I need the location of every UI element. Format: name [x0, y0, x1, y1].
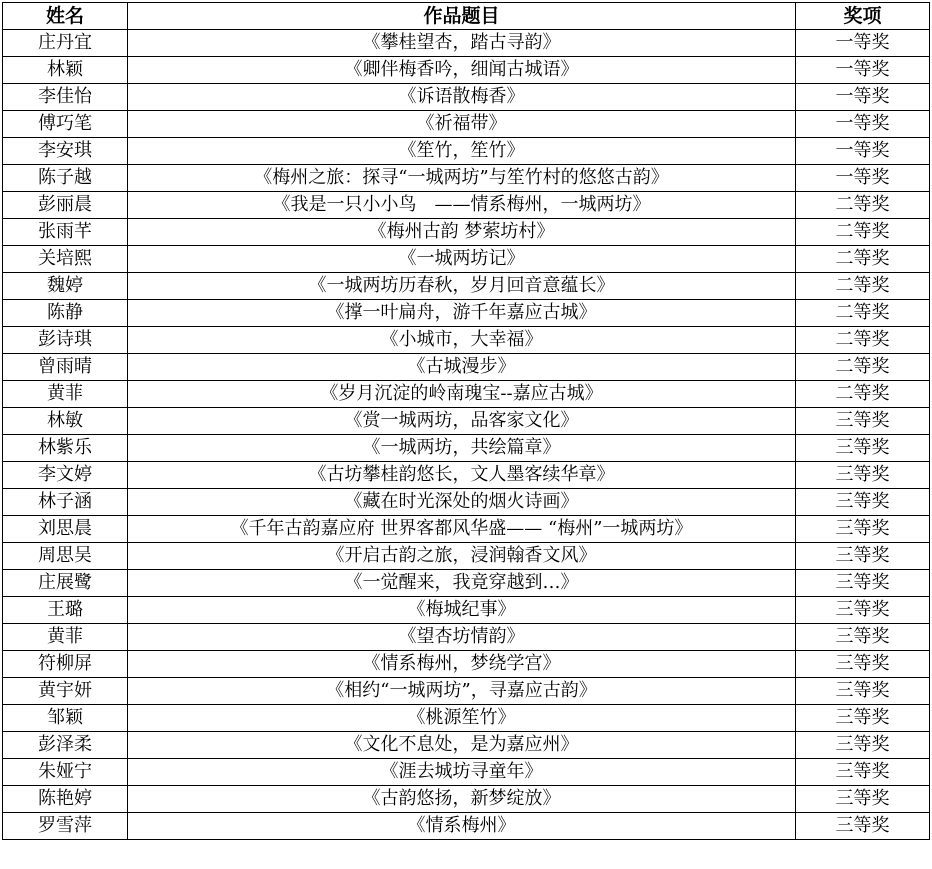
cell-title: 《藏在时光深处的烟火诗画》 — [128, 489, 796, 516]
cell-name: 刘思晨 — [3, 516, 128, 543]
cell-award: 三等奖 — [796, 732, 930, 759]
table-row — [3, 300, 930, 327]
cell-title: 《桃源笙竹》 — [128, 705, 796, 732]
cell-award: 三等奖 — [796, 813, 930, 840]
cell-title: 《古坊攀桂韵悠长，文人墨客续华章》 — [128, 462, 796, 489]
cell-name: 关培熙 — [3, 246, 128, 273]
cell-award: 二等奖 — [796, 219, 930, 246]
cell-title: 《望杏坊情韵》 — [128, 624, 796, 651]
cell-title: 《攀桂望杏，踏古寻韵》 — [128, 30, 796, 57]
table-row — [3, 435, 930, 462]
cell-name: 陈子越 — [3, 165, 128, 192]
cell-award: 三等奖 — [796, 462, 930, 489]
cell-name: 陈静 — [3, 300, 128, 327]
table-row — [3, 219, 930, 246]
cell-name: 庄丹宜 — [3, 30, 128, 57]
table-row — [3, 597, 930, 624]
cell-title: 《相约“一城两坊”，寻嘉应古韵》 — [128, 678, 796, 705]
cell-award: 一等奖 — [796, 57, 930, 84]
table-row — [3, 354, 930, 381]
cell-name: 张雨芊 — [3, 219, 128, 246]
cell-title: 《祈福带》 — [128, 111, 796, 138]
cell-award: 二等奖 — [796, 192, 930, 219]
cell-award: 二等奖 — [796, 354, 930, 381]
table-row — [3, 57, 930, 84]
table-row — [3, 651, 930, 678]
cell-award: 二等奖 — [796, 381, 930, 408]
cell-name: 李佳怡 — [3, 84, 128, 111]
table-row — [3, 30, 930, 57]
cell-title: 《古韵悠扬，新梦绽放》 — [128, 786, 796, 813]
cell-award: 一等奖 — [796, 111, 930, 138]
cell-name: 彭丽晨 — [3, 192, 128, 219]
cell-award: 三等奖 — [796, 624, 930, 651]
cell-title: 《梅州古韵 梦萦坊村》 — [128, 219, 796, 246]
table-row — [3, 165, 930, 192]
cell-name: 邹颖 — [3, 705, 128, 732]
cell-name: 李安琪 — [3, 138, 128, 165]
table-body — [3, 30, 930, 840]
cell-title: 《文化不息处，是为嘉应州》 — [128, 732, 796, 759]
table-row — [3, 813, 930, 840]
cell-name: 林子涵 — [3, 489, 128, 516]
table-row — [3, 192, 930, 219]
cell-name: 周思吴 — [3, 543, 128, 570]
cell-award: 三等奖 — [796, 570, 930, 597]
cell-award: 三等奖 — [796, 543, 930, 570]
cell-award: 一等奖 — [796, 84, 930, 111]
cell-title: 《诉语散梅香》 — [128, 84, 796, 111]
cell-name: 曾雨晴 — [3, 354, 128, 381]
table-row — [3, 246, 930, 273]
table-row — [3, 759, 930, 786]
cell-title: 《开启古韵之旅，浸润翰香文风》 — [128, 543, 796, 570]
cell-name: 林颖 — [3, 57, 128, 84]
header-name: 姓名 — [3, 3, 128, 30]
cell-award: 三等奖 — [796, 435, 930, 462]
cell-award: 一等奖 — [796, 30, 930, 57]
cell-name: 符柳屏 — [3, 651, 128, 678]
cell-award: 二等奖 — [796, 300, 930, 327]
awards-table — [2, 2, 930, 840]
cell-title: 《撑一叶扁舟，游千年嘉应古城》 — [128, 300, 796, 327]
table-row — [3, 732, 930, 759]
cell-title: 《涯去城坊寻童年》 — [128, 759, 796, 786]
cell-name: 林紫乐 — [3, 435, 128, 462]
cell-name: 朱娅宁 — [3, 759, 128, 786]
cell-title: 《一觉醒来，我竟穿越到…》 — [128, 570, 796, 597]
cell-title: 《古城漫步》 — [128, 354, 796, 381]
table-row — [3, 570, 930, 597]
cell-name: 黄菲 — [3, 624, 128, 651]
cell-name: 王璐 — [3, 597, 128, 624]
cell-title: 《一城两坊记》 — [128, 246, 796, 273]
cell-award: 三等奖 — [796, 786, 930, 813]
cell-award: 三等奖 — [796, 759, 930, 786]
cell-name: 庄展鹭 — [3, 570, 128, 597]
cell-award: 二等奖 — [796, 246, 930, 273]
table-row — [3, 678, 930, 705]
header-row — [3, 3, 930, 30]
cell-name: 傅巧笔 — [3, 111, 128, 138]
table-row — [3, 111, 930, 138]
cell-name: 罗雪萍 — [3, 813, 128, 840]
table-row — [3, 138, 930, 165]
cell-name: 魏婷 — [3, 273, 128, 300]
cell-award: 三等奖 — [796, 516, 930, 543]
table-row — [3, 516, 930, 543]
cell-name: 彭泽柔 — [3, 732, 128, 759]
header-award: 奖项 — [796, 3, 930, 30]
cell-title: 《我是一只小小鸟 ——情系梅州，一城两坊》 — [128, 192, 796, 219]
cell-name: 黄菲 — [3, 381, 128, 408]
cell-name: 林敏 — [3, 408, 128, 435]
cell-title: 《千年古韵嘉应府 世界客都风华盛—— “梅州”一城两坊》 — [128, 516, 796, 543]
cell-award: 三等奖 — [796, 678, 930, 705]
cell-award: 三等奖 — [796, 408, 930, 435]
cell-name: 彭诗琪 — [3, 327, 128, 354]
cell-award: 三等奖 — [796, 597, 930, 624]
table-row — [3, 489, 930, 516]
table-row — [3, 543, 930, 570]
table-row — [3, 705, 930, 732]
cell-title: 《一城两坊历春秋，岁月回音意蕴长》 — [128, 273, 796, 300]
cell-name: 黄宇妍 — [3, 678, 128, 705]
cell-title: 《情系梅州，梦绕学宫》 — [128, 651, 796, 678]
table-row — [3, 462, 930, 489]
cell-title: 《岁月沉淀的岭南瑰宝--嘉应古城》 — [128, 381, 796, 408]
cell-award: 二等奖 — [796, 327, 930, 354]
cell-title: 《笙竹，笙竹》 — [128, 138, 796, 165]
table-header — [3, 3, 930, 30]
cell-title: 《情系梅州》 — [128, 813, 796, 840]
table-row — [3, 327, 930, 354]
table-row — [3, 273, 930, 300]
cell-name: 陈艳婷 — [3, 786, 128, 813]
cell-title: 《梅州之旅：探寻“一城两坊”与笙竹村的悠悠古韵》 — [128, 165, 796, 192]
table-row — [3, 84, 930, 111]
cell-award: 一等奖 — [796, 165, 930, 192]
cell-name: 李文婷 — [3, 462, 128, 489]
cell-title: 《一城两坊，共绘篇章》 — [128, 435, 796, 462]
cell-award: 二等奖 — [796, 273, 930, 300]
cell-title: 《赏一城两坊，品客家文化》 — [128, 408, 796, 435]
table-row — [3, 786, 930, 813]
cell-award: 一等奖 — [796, 138, 930, 165]
cell-title: 《卿伴梅香吟，细闻古城语》 — [128, 57, 796, 84]
cell-title: 《梅城纪事》 — [128, 597, 796, 624]
cell-title: 《小城市，大幸福》 — [128, 327, 796, 354]
header-title: 作品题目 — [128, 3, 796, 30]
table-row — [3, 624, 930, 651]
cell-award: 三等奖 — [796, 705, 930, 732]
cell-award: 三等奖 — [796, 651, 930, 678]
cell-award: 三等奖 — [796, 489, 930, 516]
table-row — [3, 408, 930, 435]
table-row — [3, 381, 930, 408]
